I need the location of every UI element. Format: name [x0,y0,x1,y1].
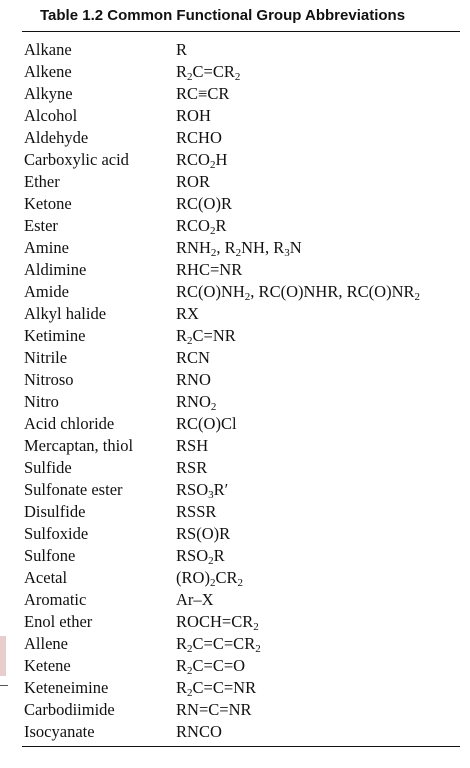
functional-group-abbreviation: $R_2C=C=CR_2$ [176,634,261,655]
functional-group-name: Disulfide [24,502,86,521]
functional-group-name: Carbodiimide [24,700,115,719]
table-row [0,192,470,214]
functional-group-abbreviation: $R_2C=C=O$ [176,656,246,677]
table-row [0,82,470,104]
functional-group-abbreviation: $(RO)_2CR_2$ [176,568,243,589]
table-row [0,676,470,698]
functional-group-abbreviation: RCN [176,348,210,367]
functional-group-abbreviation: RSSR [176,502,217,521]
functional-group-name: Alcohol [24,106,78,125]
table-row [0,698,470,720]
functional-group-abbreviation: RNO [176,370,211,389]
functional-group-name: Sulfonate ester [24,480,123,499]
functional-group-abbreviation: $R_2C=CR_2$ [176,62,241,83]
table-body [0,38,470,742]
functional-group-abbreviation: RN=C=NR [176,700,252,719]
functional-group-name: Alkyl halide [24,304,107,323]
functional-group-name: Ketimine [24,326,86,345]
table-row [0,720,470,742]
functional-group-abbreviation: $RNO_2$ [176,392,217,413]
functional-group-name: Enol ether [24,612,93,631]
top-rule [22,31,460,32]
page-edge-line [0,685,8,686]
table-row [0,38,470,60]
functional-group-name: Aromatic [24,590,87,609]
functional-group-abbreviation: ROR [176,172,210,191]
table-title: Table 1.2 Common Functional Group Abbreviations [40,7,406,24]
functional-group-abbreviation: $RCO_2R$ [176,216,227,237]
table-row [0,148,470,170]
functional-group-abbreviation: RNCO [176,722,222,741]
functional-group-abbreviation: Ar–X [176,590,214,609]
page-edge-marker [0,636,6,676]
functional-group-abbreviation: ROH [176,106,211,125]
functional-group-name: Ketone [24,194,72,213]
functional-group-name: Alkyne [24,84,73,103]
functional-group-name: Sulfone [24,546,76,565]
table-row [0,544,470,566]
functional-group-abbreviation: RCHO [176,128,222,147]
functional-group-abbreviation: $RNH_2$, $R_2NH$, $R_3N$ [176,238,302,259]
table-row [0,60,470,82]
functional-group-name: Allene [24,634,68,653]
functional-group-name: Carboxylic acid [24,150,129,169]
functional-group-abbreviation: RX [176,304,199,323]
table-row [0,258,470,280]
table-row [0,126,470,148]
functional-group-abbreviation: RS(O)R [176,524,231,543]
functional-group-abbreviation: R [176,40,188,59]
table-row [0,456,470,478]
table-row [0,478,470,500]
functional-group-abbreviation: $R_2C=NR$ [176,326,236,347]
bottom-rule [22,746,460,747]
table-row [0,632,470,654]
table-row [0,610,470,632]
functional-group-abbreviation: RSH [176,436,209,455]
functional-group-name: Ketene [24,656,71,675]
functional-group-name: Acid chloride [24,414,115,433]
table-row [0,236,470,258]
functional-group-name: Amine [24,238,69,257]
table-row [0,412,470,434]
functional-group-name: Sulfide [24,458,72,477]
table-row [0,588,470,610]
functional-group-abbreviation: $RSO_3R'$ [176,480,229,501]
table-row [0,346,470,368]
table-row [0,302,470,324]
functional-group-abbreviation: RHC=NR [176,260,243,279]
functional-group-name: Sulfoxide [24,524,89,543]
table-row [0,434,470,456]
functional-group-name: Keteneimine [24,678,109,697]
table-row [0,170,470,192]
functional-group-name: Nitro [24,392,59,411]
functional-group-name: Aldehyde [24,128,89,147]
table-row [0,324,470,346]
functional-group-name: Amide [24,282,69,301]
functional-group-abbreviation: $ROCH=CR_2$ [176,612,259,633]
functional-group-name: Ester [24,216,58,235]
table-row [0,500,470,522]
functional-group-name: Ether [24,172,60,191]
functional-group-abbreviation: RSR [176,458,208,477]
table-row [0,280,470,302]
functional-group-name: Isocyanate [24,722,95,741]
table-row [0,566,470,588]
table-row [0,522,470,544]
functional-group-name: Alkane [24,40,72,59]
functional-group-abbreviation: RC(O)R [176,194,232,213]
functional-group-name: Nitroso [24,370,74,389]
functional-group-abbreviation: RC≡CR [176,84,230,103]
table-row [0,104,470,126]
table-row [0,390,470,412]
functional-group-name: Aldimine [24,260,87,279]
functional-group-abbreviation: $RCO_2H$ [176,150,228,171]
table-row [0,368,470,390]
functional-group-name: Acetal [24,568,68,587]
functional-group-name: Mercaptan, thiol [24,436,134,455]
functional-group-abbreviation: $RSO_2R$ [176,546,225,567]
functional-group-name: Alkene [24,62,72,81]
table-row [0,654,470,676]
table-row [0,214,470,236]
functional-group-name: Nitrile [24,348,68,367]
functional-group-abbreviation: RC(O)Cl [176,414,237,433]
functional-group-abbreviation: $R_2C=C=NR$ [176,678,257,699]
functional-group-abbreviation: $RC(O)NH_2$, RC(O)NHR, $RC(O)NR_2$ [176,282,420,303]
